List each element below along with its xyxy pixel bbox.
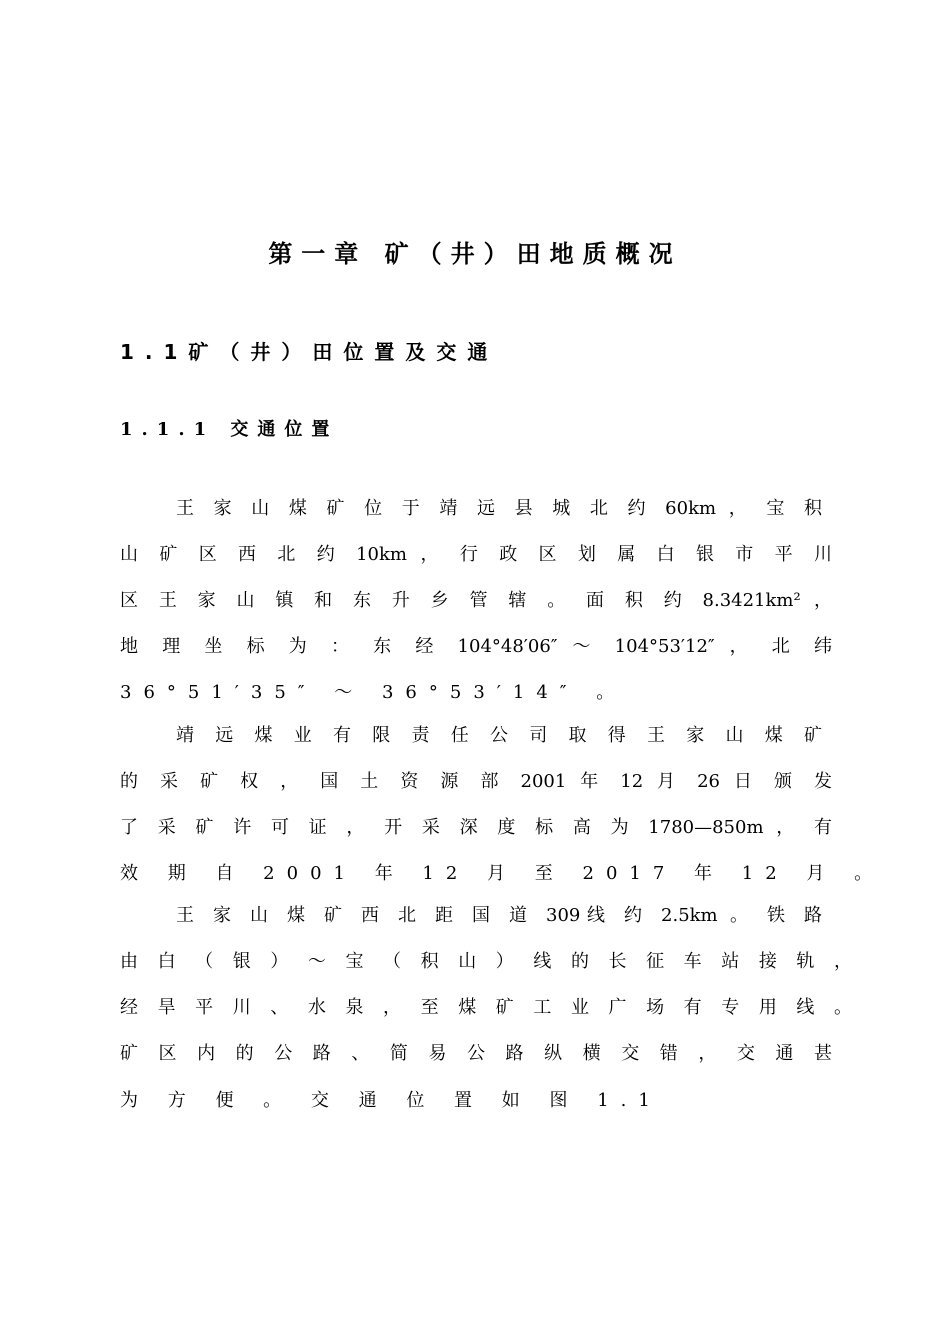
paragraph-2-line-3: 了 采 矿 许 可 证 ， 开 采 深 度 标 高 为 1780—850m ， 有 [120, 817, 832, 838]
paragraph-3-line-3: 经 旱 平 川 、 水 泉 ， 至 煤 矿 工 业 广 场 有 专 用 线 。 [120, 997, 852, 1018]
paragraph-3-line-4: 矿 区 内 的 公 路 、 简 易 公 路 纵 横 交 错 ， 交 通 甚 [120, 1043, 832, 1064]
subsection-title: 1.1.1 交通位置 [120, 419, 339, 440]
paragraph-3-line-2: 由 白 （ 银 ） ～ 宝 （ 积 山 ） 线 的 长 征 车 站 接 轨 ， [120, 951, 852, 972]
paragraph-2-line-1: 靖 远 煤 业 有 限 责 任 公 司 取 得 王 家 山 煤 矿 [176, 725, 822, 746]
paragraph-1-line-3: 区 王 家 山 镇 和 东 升 乡 管 辖 。 面 积 约 8.3421km² ， [120, 590, 832, 611]
paragraph-1-line-4: 地 理 坐 标 为 ： 东 经 104°48′06″ ～ 104°53′12″ ， 北 纬 [120, 636, 832, 657]
paragraph-1-line-5: 36°51′35″ ～ 36°53′14″ 。 [120, 682, 627, 703]
chapter-title: 第一章 矿（井）田地质概况 [268, 240, 682, 268]
paragraph-2-line-2: 的 采 矿 权 ， 国 土 资 源 部 2001 年 12 月 26 日 颁 发 [120, 771, 832, 792]
paragraph-3-line-5: 为 方 便 。 交 通 位 置 如 图 1.1 [120, 1090, 662, 1111]
paragraph-2-line-4: 效 期 自 2001 年 12 月 至 2017 年 12 月 。 [120, 863, 885, 884]
paragraph-1-line-1: 王 家 山 煤 矿 位 于 靖 远 县 城 北 约 60km ， 宝 积 [176, 498, 822, 519]
paragraph-1-line-2: 山 矿 区 西 北 约 10km ， 行 政 区 划 属 白 银 市 平 川 [120, 544, 832, 565]
paragraph-3-line-1: 王 家 山 煤 矿 西 北 距 国 道 309线 约 2.5km 。 铁 路 [176, 905, 822, 926]
section-title: 1.1矿（井）田位置及交通 [120, 340, 499, 364]
